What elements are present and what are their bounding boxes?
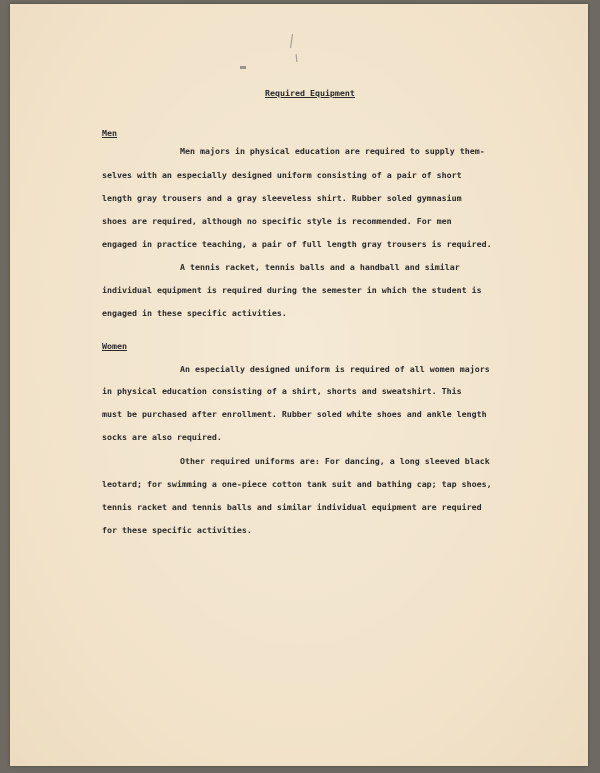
paragraph-line: tennis racket and tennis balls and similar individual equipment are required [102,502,482,512]
paragraph-line: for these specific activities. [102,525,252,535]
paragraph-line: leotard; for swimming a one-piece cotton tank suit and bathing cap; tap shoes, [102,479,492,489]
paragraph-line: selves with an especially designed uniform consisting of a pair of short [102,170,462,180]
paragraph-line: length gray trousers and a gray sleeveless shirt. Rubber soled gymnasium [102,193,462,203]
paragraph-line: Other required uniforms are: For dancing, a long sleeved black [180,456,490,466]
paragraph-line: individual equipment is required during the semester in which the student is [102,285,482,295]
paragraph-line: An especially designed uniform is required of all women majors [180,364,490,374]
paragraph-line: A tennis racket, tennis balls and a handball and similar [180,262,460,272]
page-title: Required Equipment [265,88,355,98]
paragraph-line: shoes are required, although no specific style is recommended. For men [102,216,452,226]
section-heading-women: Women [102,341,127,351]
paragraph-line: engaged in these specific activities. [102,308,287,318]
pencil-mark [240,66,246,69]
section-heading-men: Men [102,128,117,138]
pencil-mark [290,34,293,48]
paragraph-line: in physical education consisting of a shirt, shorts and sweatshirt. This [102,386,462,396]
pencil-mark [296,54,298,62]
paragraph-line: Men majors in physical education are required to supply them- [180,146,485,156]
paragraph-line: socks are also required. [102,432,222,442]
paragraph-line: must be purchased after enrollment. Rubber soled white shoes and ankle length [102,409,487,419]
paper-sheet [10,4,588,766]
paragraph-line: engaged in practice teaching, a pair of full length gray trousers is required. [102,239,492,249]
